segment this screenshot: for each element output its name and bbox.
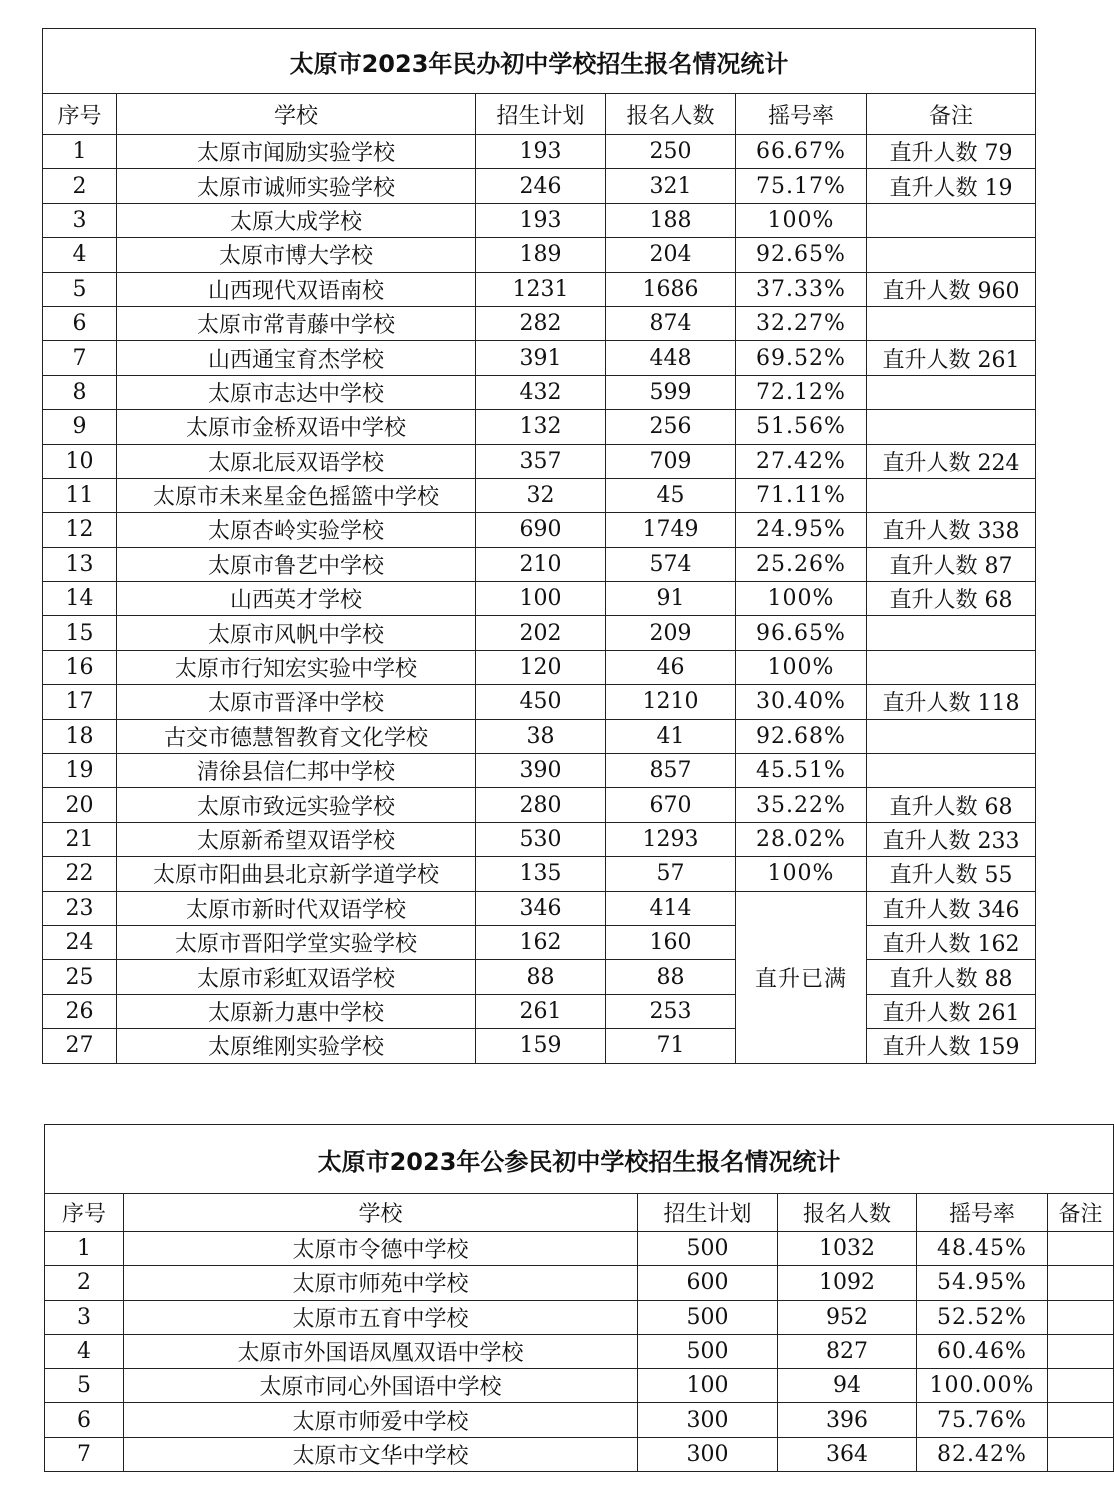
cell-note: 直升人数 79: [867, 135, 1036, 169]
cell-index: 3: [43, 203, 117, 237]
table-row: [45, 1369, 1114, 1403]
cell-index: 5: [43, 272, 117, 306]
cell-index: 13: [43, 547, 117, 581]
cell-plan: 246: [476, 169, 606, 203]
cell-index: 20: [43, 788, 117, 822]
cell-rate: 35.22%: [736, 788, 867, 822]
cell-index: 25: [43, 960, 117, 994]
public-private-schools-table: [44, 1124, 1114, 1472]
cell-plan: 280: [476, 788, 606, 822]
cell-rate: 52.52%: [917, 1300, 1048, 1334]
cell-school: 太原新希望双语学校: [117, 822, 476, 856]
cell-applicants: 1210: [606, 685, 736, 719]
cell-note: 直升人数 87: [867, 547, 1036, 581]
table-body: [45, 1232, 1114, 1472]
cell-index: 17: [43, 685, 117, 719]
cell-note: [1048, 1437, 1114, 1471]
table-row: [43, 135, 1036, 169]
private-schools-table: [42, 28, 1036, 1064]
cell-index: 24: [43, 925, 117, 959]
cell-note: 直升人数 224: [867, 444, 1036, 478]
header-plan: 招生计划: [638, 1194, 778, 1232]
cell-applicants: 253: [606, 994, 736, 1028]
cell-note: 直升人数 261: [867, 994, 1036, 1028]
cell-plan: 159: [476, 1029, 606, 1063]
cell-index: 15: [43, 616, 117, 650]
cell-rate: 66.67%: [736, 135, 867, 169]
cell-plan: 100: [476, 582, 606, 616]
table-row: [43, 960, 1036, 994]
cell-applicants: 709: [606, 444, 736, 478]
cell-plan: 100: [638, 1369, 778, 1403]
table-row: [43, 719, 1036, 753]
cell-index: 1: [43, 135, 117, 169]
cell-school: 太原市令德中学校: [124, 1232, 638, 1266]
cell-school: 太原杏岭实验学校: [117, 513, 476, 547]
cell-note: 直升人数 162: [867, 925, 1036, 959]
table-row: [43, 547, 1036, 581]
cell-school: 古交市德慧智教育文化学校: [117, 719, 476, 753]
cell-applicants: 827: [778, 1334, 917, 1368]
cell-applicants: 160: [606, 925, 736, 959]
cell-note: 直升人数 118: [867, 685, 1036, 719]
table-row: [43, 822, 1036, 856]
cell-applicants: 414: [606, 891, 736, 925]
cell-index: 4: [43, 238, 117, 272]
table-row: [43, 410, 1036, 444]
cell-note: 直升人数 338: [867, 513, 1036, 547]
cell-applicants: 91: [606, 582, 736, 616]
header-applicants: 报名人数: [778, 1194, 917, 1232]
cell-rate: 27.42%: [736, 444, 867, 478]
cell-applicants: 1686: [606, 272, 736, 306]
cell-applicants: 448: [606, 341, 736, 375]
cell-plan: 202: [476, 616, 606, 650]
cell-rate: 28.02%: [736, 822, 867, 856]
cell-rate: 30.40%: [736, 685, 867, 719]
cell-plan: 500: [638, 1334, 778, 1368]
cell-index: 2: [43, 169, 117, 203]
cell-note: [1048, 1369, 1114, 1403]
cell-applicants: 256: [606, 410, 736, 444]
cell-rate: 92.68%: [736, 719, 867, 753]
table-row: [43, 925, 1036, 959]
table-row: [43, 513, 1036, 547]
cell-note: 直升人数 68: [867, 788, 1036, 822]
cell-index: 11: [43, 478, 117, 512]
table-row: [45, 1403, 1114, 1437]
header-applicants: 报名人数: [606, 94, 736, 135]
cell-plan: 38: [476, 719, 606, 753]
cell-rate: 25.26%: [736, 547, 867, 581]
cell-rate: 75.17%: [736, 169, 867, 203]
cell-index: 14: [43, 582, 117, 616]
header-note: 备注: [867, 94, 1036, 135]
cell-rate: 96.65%: [736, 616, 867, 650]
cell-rate: 100%: [736, 203, 867, 237]
cell-school: 太原市行知宏实验中学校: [117, 650, 476, 684]
cell-note: [867, 306, 1036, 340]
table-row: [43, 994, 1036, 1028]
cell-note: 直升人数 960: [867, 272, 1036, 306]
table-row: [43, 272, 1036, 306]
cell-note: [867, 410, 1036, 444]
cell-note: 直升人数 55: [867, 857, 1036, 891]
cell-school: 太原市鲁艺中学校: [117, 547, 476, 581]
cell-plan: 120: [476, 650, 606, 684]
cell-school: 太原市师爱中学校: [124, 1403, 638, 1437]
cell-index: 27: [43, 1029, 117, 1063]
cell-index: 18: [43, 719, 117, 753]
cell-school: 山西英才学校: [117, 582, 476, 616]
cell-school: 太原市常青藤中学校: [117, 306, 476, 340]
header-rate: 摇号率: [736, 94, 867, 135]
cell-applicants: 204: [606, 238, 736, 272]
cell-school: 太原市晋阳学堂实验学校: [117, 925, 476, 959]
cell-school: 山西现代双语南校: [117, 272, 476, 306]
cell-school: 太原市同心外国语中学校: [124, 1369, 638, 1403]
cell-note: [867, 478, 1036, 512]
table-row: [45, 1266, 1114, 1300]
cell-index: 23: [43, 891, 117, 925]
cell-applicants: 88: [606, 960, 736, 994]
cell-school: 太原市彩虹双语学校: [117, 960, 476, 994]
cell-school: 太原市诚师实验学校: [117, 169, 476, 203]
cell-note: [1048, 1232, 1114, 1266]
cell-index: 3: [45, 1300, 124, 1334]
cell-note: [867, 754, 1036, 788]
cell-index: 22: [43, 857, 117, 891]
cell-applicants: 670: [606, 788, 736, 822]
table-body: [43, 135, 1036, 1064]
header-school: 学校: [124, 1194, 638, 1232]
table-row: [43, 754, 1036, 788]
table-row: [43, 444, 1036, 478]
cell-note: [1048, 1300, 1114, 1334]
cell-rate: 45.51%: [736, 754, 867, 788]
cell-applicants: 364: [778, 1437, 917, 1471]
cell-note: 直升人数 261: [867, 341, 1036, 375]
cell-school: 太原市文华中学校: [124, 1437, 638, 1471]
cell-school: 太原大成学校: [117, 203, 476, 237]
cell-index: 5: [45, 1369, 124, 1403]
cell-note: [1048, 1334, 1114, 1368]
table-row: [43, 582, 1036, 616]
cell-school: 太原市五育中学校: [124, 1300, 638, 1334]
cell-note: 直升人数 88: [867, 960, 1036, 994]
cell-school: 太原市致远实验学校: [117, 788, 476, 822]
cell-applicants: 46: [606, 650, 736, 684]
table-row: [45, 1232, 1114, 1266]
table-row: [43, 788, 1036, 822]
cell-school: 太原市新时代双语学校: [117, 891, 476, 925]
cell-plan: 300: [638, 1437, 778, 1471]
cell-rate: 100%: [736, 582, 867, 616]
table-row: [45, 1437, 1114, 1471]
cell-school: 清徐县信仁邦中学校: [117, 754, 476, 788]
cell-plan: 88: [476, 960, 606, 994]
cell-index: 4: [45, 1334, 124, 1368]
cell-index: 6: [43, 306, 117, 340]
cell-plan: 391: [476, 341, 606, 375]
cell-applicants: 1749: [606, 513, 736, 547]
cell-plan: 135: [476, 857, 606, 891]
table-row: [43, 341, 1036, 375]
cell-applicants: 396: [778, 1403, 917, 1437]
cell-note: 直升人数 159: [867, 1029, 1036, 1063]
cell-applicants: 874: [606, 306, 736, 340]
cell-index: 21: [43, 822, 117, 856]
cell-plan: 432: [476, 375, 606, 409]
cell-school: 太原市师苑中学校: [124, 1266, 638, 1300]
cell-rate: 69.52%: [736, 341, 867, 375]
cell-plan: 690: [476, 513, 606, 547]
cell-rate: 82.42%: [917, 1437, 1048, 1471]
cell-school: 山西通宝育杰学校: [117, 341, 476, 375]
cell-rate: 37.33%: [736, 272, 867, 306]
cell-plan: 346: [476, 891, 606, 925]
cell-rate: 24.95%: [736, 513, 867, 547]
cell-index: 2: [45, 1266, 124, 1300]
cell-index: 12: [43, 513, 117, 547]
cell-applicants: 250: [606, 135, 736, 169]
cell-plan: 357: [476, 444, 606, 478]
table-title: 太原市2023年民办初中学校招生报名情况统计: [43, 29, 1036, 94]
cell-applicants: 209: [606, 616, 736, 650]
cell-note: [867, 238, 1036, 272]
cell-rate: 51.56%: [736, 410, 867, 444]
header-school: 学校: [117, 94, 476, 135]
cell-school: 太原市外国语凤凰双语中学校: [124, 1334, 638, 1368]
cell-plan: 261: [476, 994, 606, 1028]
table-row: [43, 650, 1036, 684]
table-row: [43, 478, 1036, 512]
cell-index: 26: [43, 994, 117, 1028]
header-note: 备注: [1048, 1194, 1114, 1232]
cell-applicants: 321: [606, 169, 736, 203]
cell-rate: 54.95%: [917, 1266, 1048, 1300]
cell-plan: 189: [476, 238, 606, 272]
cell-plan: 193: [476, 203, 606, 237]
cell-rate: 60.46%: [917, 1334, 1048, 1368]
cell-plan: 282: [476, 306, 606, 340]
table-row: [43, 857, 1036, 891]
cell-plan: 1231: [476, 272, 606, 306]
cell-note: [867, 650, 1036, 684]
cell-school: 太原维刚实验学校: [117, 1029, 476, 1063]
cell-rate: 72.12%: [736, 375, 867, 409]
table-row: [43, 891, 1036, 925]
table-row: [43, 238, 1036, 272]
cell-index: 9: [43, 410, 117, 444]
table-row: [43, 685, 1036, 719]
cell-applicants: 188: [606, 203, 736, 237]
cell-rate: 32.27%: [736, 306, 867, 340]
cell-applicants: 41: [606, 719, 736, 753]
cell-applicants: 71: [606, 1029, 736, 1063]
cell-plan: 500: [638, 1300, 778, 1334]
header-index: 序号: [43, 94, 117, 135]
cell-rate: 100.00%: [917, 1369, 1048, 1403]
cell-applicants: 57: [606, 857, 736, 891]
cell-applicants: 1293: [606, 822, 736, 856]
cell-applicants: 1092: [778, 1266, 917, 1300]
cell-plan: 162: [476, 925, 606, 959]
cell-school: 太原市未来星金色摇篮中学校: [117, 478, 476, 512]
cell-applicants: 857: [606, 754, 736, 788]
cell-plan: 450: [476, 685, 606, 719]
cell-applicants: 94: [778, 1369, 917, 1403]
cell-index: 19: [43, 754, 117, 788]
cell-plan: 32: [476, 478, 606, 512]
table-row: [43, 169, 1036, 203]
header-rate: 摇号率: [917, 1194, 1048, 1232]
cell-plan: 210: [476, 547, 606, 581]
table-row: [43, 203, 1036, 237]
cell-index: 16: [43, 650, 117, 684]
table-row: [45, 1300, 1114, 1334]
cell-index: 8: [43, 375, 117, 409]
table-row: [43, 616, 1036, 650]
cell-note: [867, 719, 1036, 753]
cell-note: [867, 203, 1036, 237]
cell-school: 太原市志达中学校: [117, 375, 476, 409]
cell-note: [867, 375, 1036, 409]
cell-index: 7: [45, 1437, 124, 1471]
cell-rate: 48.45%: [917, 1232, 1048, 1266]
cell-plan: 530: [476, 822, 606, 856]
header-index: 序号: [45, 1194, 124, 1232]
cell-rate: 100%: [736, 650, 867, 684]
cell-school: 太原市金桥双语中学校: [117, 410, 476, 444]
cell-note: 直升人数 68: [867, 582, 1036, 616]
cell-rate: 71.11%: [736, 478, 867, 512]
cell-applicants: 952: [778, 1300, 917, 1334]
cell-rate-merged: 直升已满: [736, 891, 867, 1063]
cell-index: 10: [43, 444, 117, 478]
cell-applicants: 45: [606, 478, 736, 512]
cell-applicants: 1032: [778, 1232, 917, 1266]
cell-plan: 500: [638, 1232, 778, 1266]
cell-plan: 300: [638, 1403, 778, 1437]
cell-rate: 92.65%: [736, 238, 867, 272]
table-row: [43, 1029, 1036, 1063]
cell-plan: 193: [476, 135, 606, 169]
cell-applicants: 574: [606, 547, 736, 581]
table-row: [45, 1334, 1114, 1368]
cell-school: 太原市晋泽中学校: [117, 685, 476, 719]
cell-plan: 132: [476, 410, 606, 444]
cell-note: [1048, 1266, 1114, 1300]
cell-school: 太原市闻励实验学校: [117, 135, 476, 169]
cell-note: 直升人数 19: [867, 169, 1036, 203]
cell-school: 太原北辰双语学校: [117, 444, 476, 478]
cell-plan: 390: [476, 754, 606, 788]
table-title: 太原市2023年公参民初中学校招生报名情况统计: [45, 1125, 1114, 1194]
cell-index: 6: [45, 1403, 124, 1437]
cell-school: 太原市风帆中学校: [117, 616, 476, 650]
cell-school: 太原市博大学校: [117, 238, 476, 272]
cell-school: 太原市阳曲县北京新学道学校: [117, 857, 476, 891]
cell-index: 7: [43, 341, 117, 375]
cell-note: [867, 616, 1036, 650]
cell-note: 直升人数 233: [867, 822, 1036, 856]
header-plan: 招生计划: [476, 94, 606, 135]
cell-rate: 100%: [736, 857, 867, 891]
cell-plan: 600: [638, 1266, 778, 1300]
cell-index: 1: [45, 1232, 124, 1266]
cell-note: [1048, 1403, 1114, 1437]
table-row: [43, 306, 1036, 340]
cell-note: 直升人数 346: [867, 891, 1036, 925]
table-row: [43, 375, 1036, 409]
cell-school: 太原新力惠中学校: [117, 994, 476, 1028]
cell-rate: 75.76%: [917, 1403, 1048, 1437]
cell-applicants: 599: [606, 375, 736, 409]
